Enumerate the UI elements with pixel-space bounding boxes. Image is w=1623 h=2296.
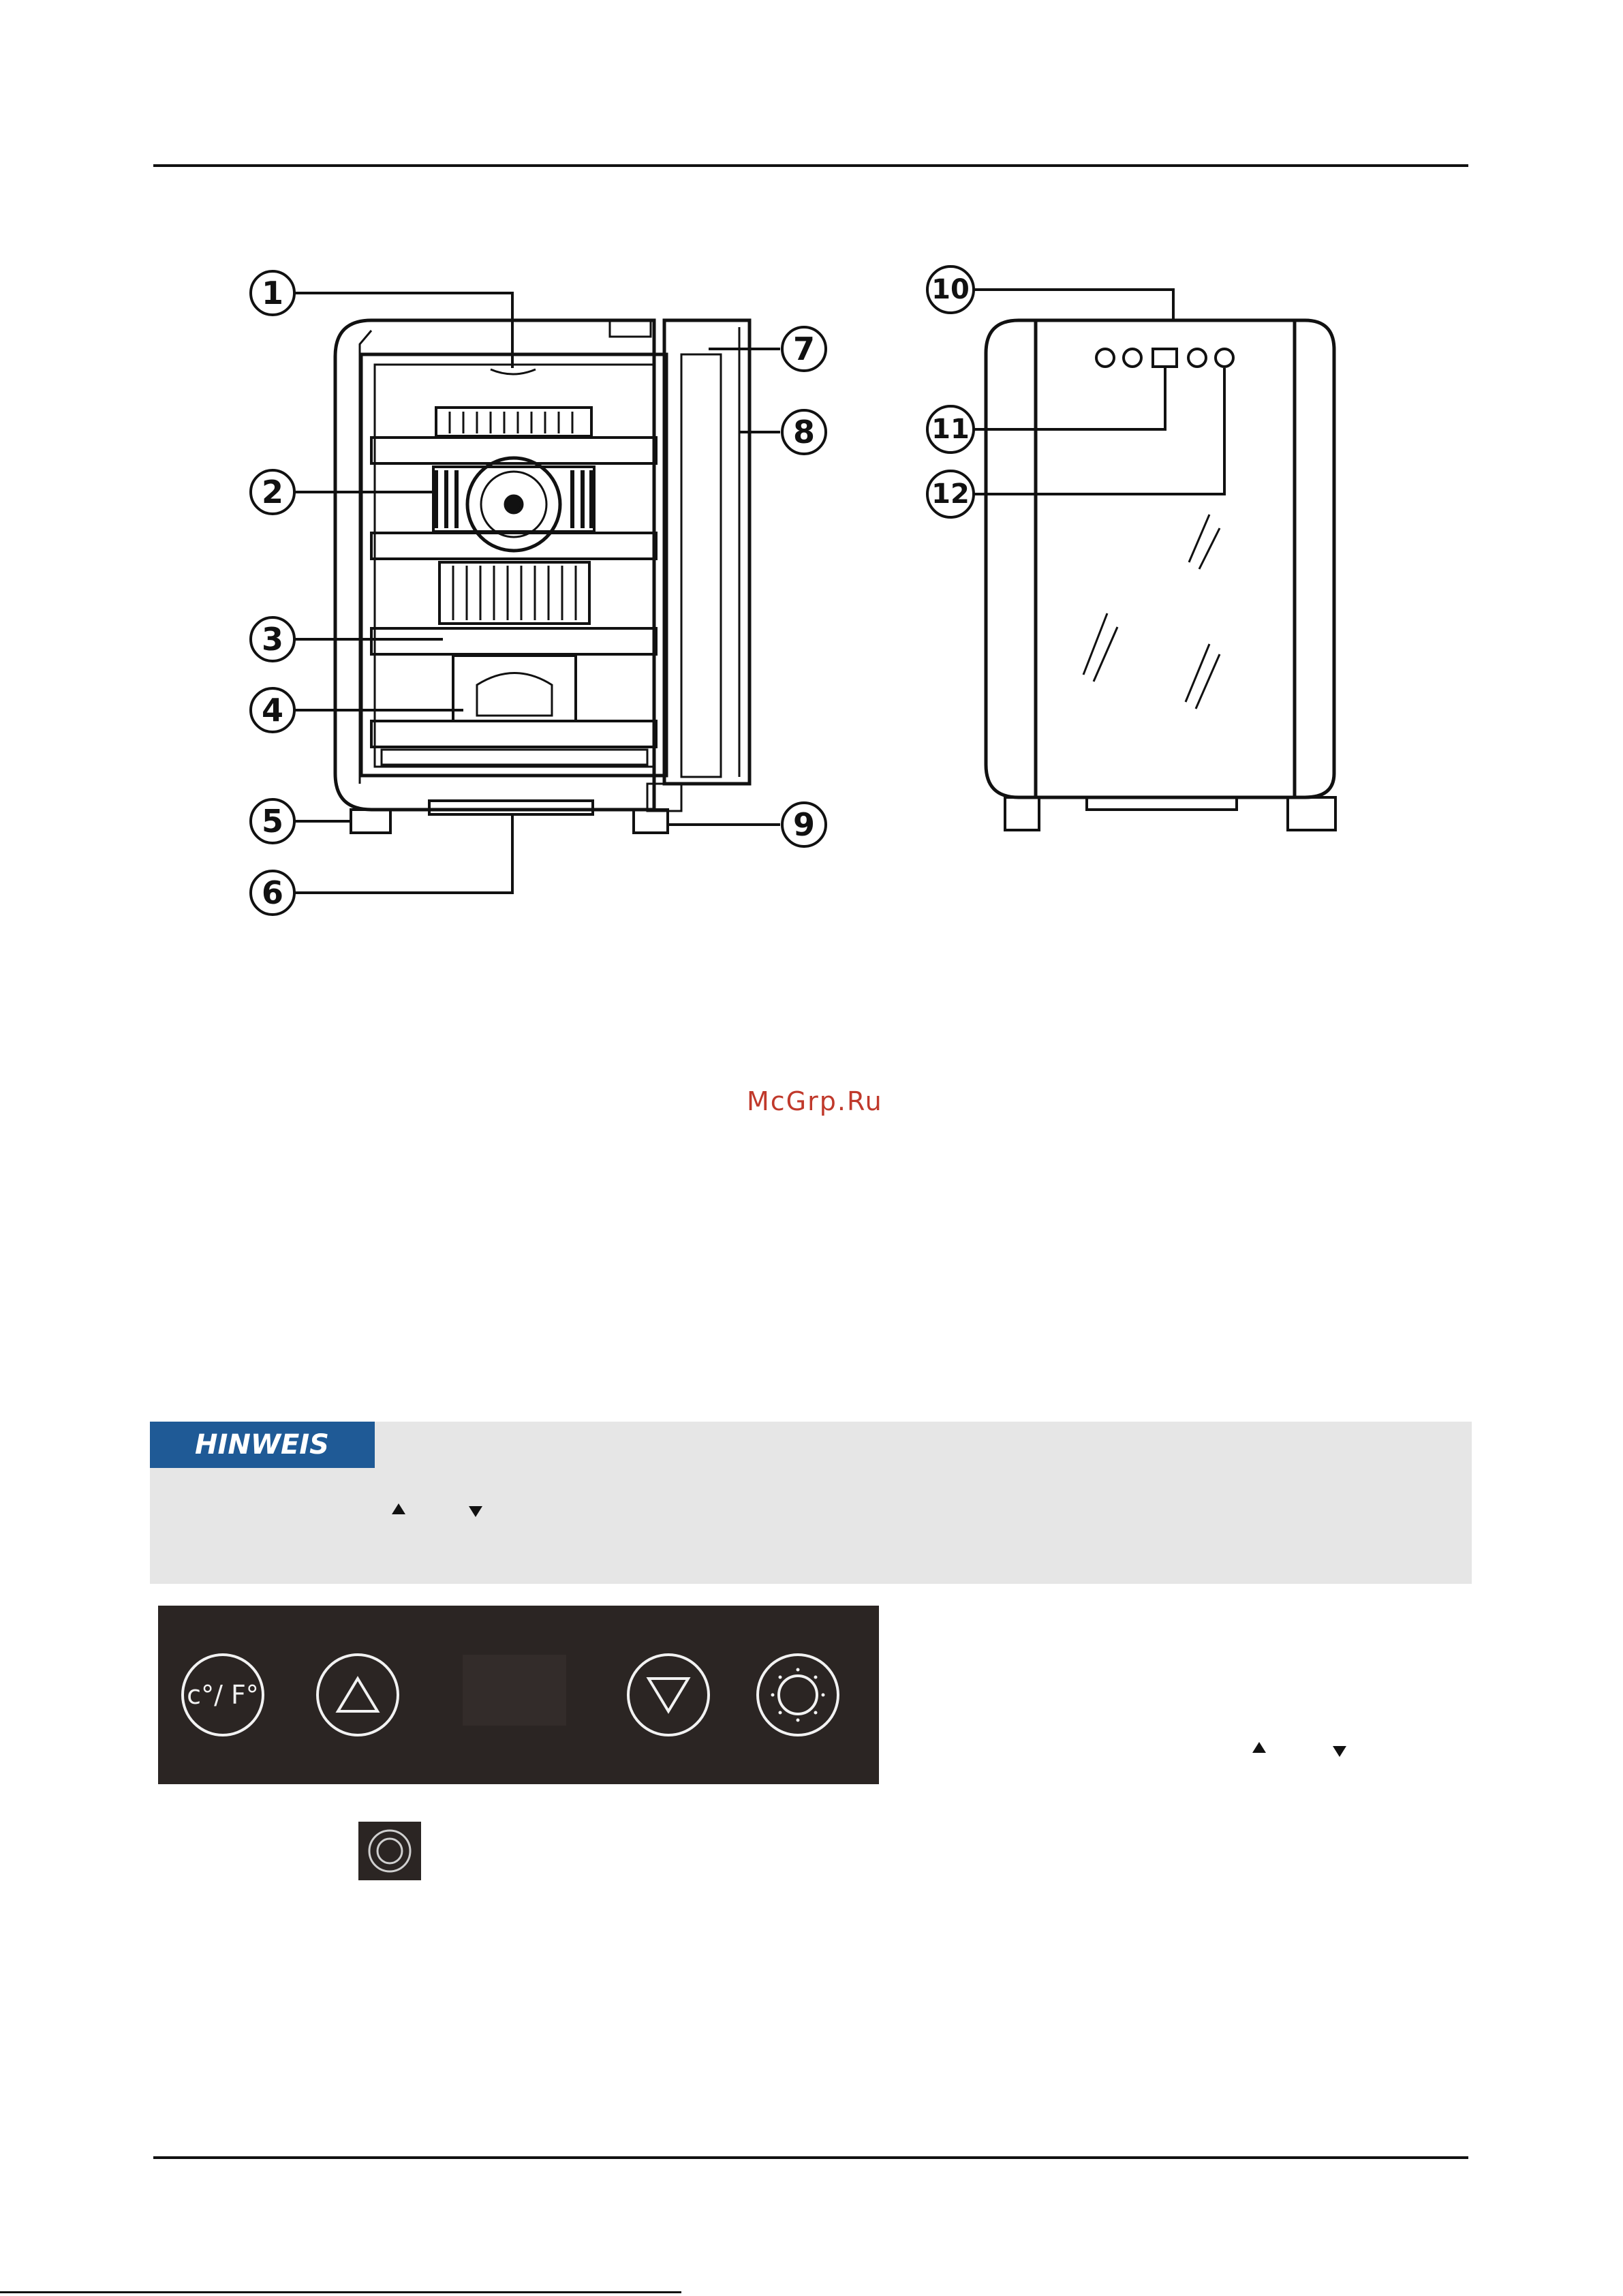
up-arrow-icon	[392, 1503, 405, 1514]
callout-label-3: 3	[261, 621, 284, 658]
down-arrow-icon-small	[1333, 1746, 1346, 1757]
temperature-up-button[interactable]	[316, 1653, 399, 1736]
callout-label-7: 7	[792, 331, 816, 367]
callout-label-11: 11	[931, 414, 970, 445]
triangle-down-icon	[645, 1674, 692, 1715]
callout-label-10: 10	[931, 274, 970, 305]
callout-label-12: 12	[931, 478, 970, 510]
callout-label-1: 1	[261, 275, 284, 311]
note-box	[150, 1422, 1472, 1584]
temperature-display	[463, 1655, 566, 1726]
light-icon	[366, 1827, 414, 1875]
light-icon	[767, 1664, 829, 1726]
light-button-thumbnail	[358, 1822, 421, 1880]
callout-label-2: 2	[261, 474, 284, 510]
down-arrow-icon	[469, 1506, 482, 1517]
unit-toggle-label: c°/ F°	[187, 1680, 259, 1710]
callout-label-6: 6	[261, 874, 284, 911]
front-view	[335, 320, 749, 833]
up-arrow-icon-small	[1252, 1742, 1266, 1753]
light-button[interactable]	[756, 1653, 839, 1736]
triangle-up-icon	[334, 1674, 382, 1715]
unit-toggle-button[interactable]	[181, 1653, 264, 1736]
temperature-down-button[interactable]	[627, 1653, 710, 1736]
bottom-edge-line	[0, 2291, 681, 2293]
wine-cooler-diagram	[0, 0, 1623, 954]
watermark: McGrp.Ru	[747, 1086, 883, 1116]
callout-label-4: 4	[261, 692, 284, 729]
control-panel	[158, 1606, 879, 1784]
callout-label-8: 8	[792, 414, 816, 450]
callout-label-9: 9	[792, 806, 816, 843]
note-label: HINWEIS	[150, 1422, 375, 1468]
footer-rule	[153, 2156, 1468, 2159]
closed-view	[986, 320, 1335, 830]
callout-label-5: 5	[261, 803, 284, 840]
